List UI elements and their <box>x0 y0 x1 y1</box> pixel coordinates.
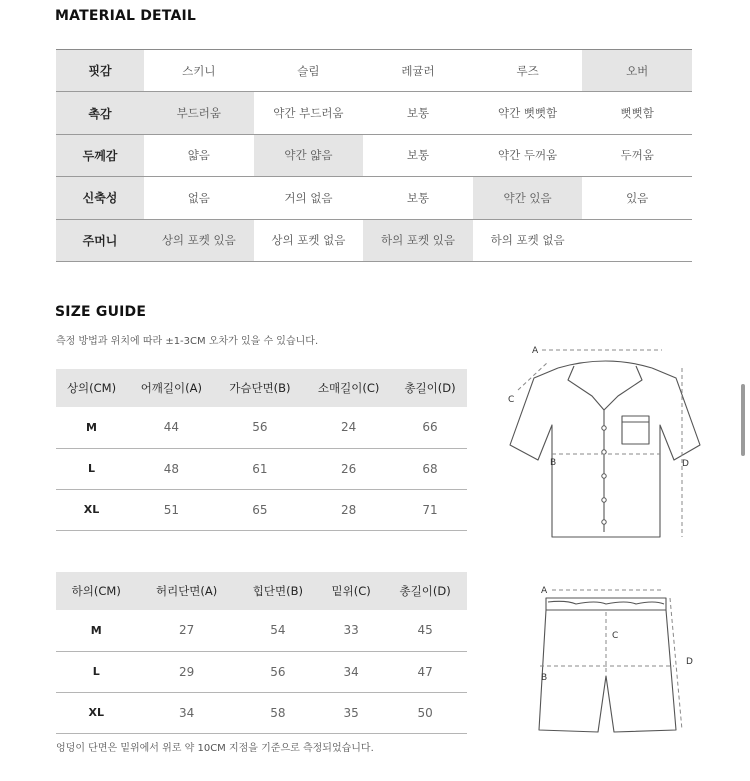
column-header: 총길이(D) <box>393 369 467 407</box>
option-cell-selected: 하의 포켓 있음 <box>363 219 473 261</box>
size-cell: XL <box>56 489 127 530</box>
scrollbar-thumb[interactable] <box>741 384 745 456</box>
option-cell: 보통 <box>363 177 473 219</box>
table-row <box>56 448 467 489</box>
column-header: 가슴단면(B) <box>216 369 305 407</box>
option-cell: 보통 <box>363 134 473 176</box>
value-cell: 66 <box>393 407 467 448</box>
value-cell: 50 <box>383 692 467 733</box>
column-header: 총길이(D) <box>383 572 467 610</box>
row-label: 신축성 <box>56 177 144 219</box>
shorts-diagram <box>536 580 706 742</box>
size-cell: M <box>56 610 136 651</box>
option-cell-empty <box>582 219 692 261</box>
shirt-label-b: B <box>550 458 557 468</box>
value-cell: 28 <box>304 489 393 530</box>
option-cell-selected: 부드러움 <box>144 92 254 134</box>
value-cell: 27 <box>136 610 236 651</box>
shirt-label-d: D <box>682 459 689 469</box>
bottom-size-table <box>56 572 467 734</box>
row-label: 핏감 <box>56 50 144 92</box>
material-row-stretch <box>56 177 692 219</box>
shirt-label-a: A <box>532 346 539 356</box>
column-header: 힙단면(B) <box>237 572 319 610</box>
value-cell: 45 <box>383 610 467 651</box>
column-header: 어깨길이(A) <box>127 369 216 407</box>
value-cell: 33 <box>319 610 383 651</box>
value-cell: 29 <box>136 651 236 692</box>
option-cell: 있음 <box>582 177 692 219</box>
material-row-texture <box>56 92 692 134</box>
value-cell: 61 <box>216 448 305 489</box>
material-row-thickness <box>56 134 692 176</box>
value-cell: 58 <box>237 692 319 733</box>
value-cell: 56 <box>216 407 305 448</box>
material-row-fit <box>56 50 692 92</box>
value-cell: 26 <box>304 448 393 489</box>
table-header-row <box>56 572 467 610</box>
size-cell: L <box>56 448 127 489</box>
option-cell: 얇음 <box>144 134 254 176</box>
row-label: 촉감 <box>56 92 144 134</box>
shorts-label-c: C <box>612 631 619 641</box>
value-cell: 48 <box>127 448 216 489</box>
shorts-label-a: A <box>541 586 548 596</box>
size-footnote: 엉덩이 단면은 밑위에서 위로 약 10CM 지점을 기준으로 측정되었습니다. <box>56 743 374 754</box>
value-cell: 35 <box>319 692 383 733</box>
size-cell: XL <box>56 692 136 733</box>
value-cell: 24 <box>304 407 393 448</box>
size-cell: M <box>56 407 127 448</box>
value-cell: 65 <box>216 489 305 530</box>
column-header: 상의(CM) <box>56 369 127 407</box>
option-cell: 하의 포켓 없음 <box>473 219 583 261</box>
value-cell: 34 <box>319 651 383 692</box>
material-row-pocket <box>56 219 692 261</box>
column-header: 허리단면(A) <box>136 572 236 610</box>
value-cell: 54 <box>237 610 319 651</box>
value-cell: 44 <box>127 407 216 448</box>
option-cell: 두꺼움 <box>582 134 692 176</box>
material-detail-table <box>56 49 692 262</box>
option-cell: 약간 부드러움 <box>254 92 364 134</box>
option-cell: 거의 없음 <box>254 177 364 219</box>
option-cell-selected: 약간 얇음 <box>254 134 364 176</box>
column-header: 소매길이(C) <box>304 369 393 407</box>
option-cell: 뻣뻣함 <box>582 92 692 134</box>
column-header: 밑위(C) <box>319 572 383 610</box>
table-row <box>56 489 467 530</box>
option-cell: 슬림 <box>254 50 364 92</box>
column-header: 하의(CM) <box>56 572 136 610</box>
option-cell: 스키니 <box>144 50 254 92</box>
size-guide-title: SIZE GUIDE <box>55 304 147 320</box>
value-cell: 34 <box>136 692 236 733</box>
shirt-label-c: C <box>508 395 515 405</box>
table-row <box>56 692 467 733</box>
option-cell: 상의 포켓 없음 <box>254 219 364 261</box>
value-cell: 47 <box>383 651 467 692</box>
option-cell: 레귤러 <box>363 50 473 92</box>
table-row <box>56 407 467 448</box>
option-cell: 없음 <box>144 177 254 219</box>
table-row <box>56 651 467 692</box>
option-cell-selected: 상의 포켓 있음 <box>144 219 254 261</box>
table-header-row <box>56 369 467 407</box>
value-cell: 71 <box>393 489 467 530</box>
value-cell: 56 <box>237 651 319 692</box>
option-cell: 약간 뻣뻣함 <box>473 92 583 134</box>
shorts-label-b: B <box>541 673 548 683</box>
option-cell: 보통 <box>363 92 473 134</box>
top-size-table <box>56 369 467 531</box>
size-cell: L <box>56 651 136 692</box>
value-cell: 51 <box>127 489 216 530</box>
option-cell: 약간 두꺼움 <box>473 134 583 176</box>
value-cell: 68 <box>393 448 467 489</box>
shirt-diagram <box>496 340 706 545</box>
size-guide-note: 측정 방법과 위치에 따라 ±1-3CM 오차가 있을 수 있습니다. <box>56 336 319 347</box>
material-detail-title: MATERIAL DETAIL <box>55 8 197 24</box>
option-cell-selected: 약간 있음 <box>473 177 583 219</box>
row-label: 두께감 <box>56 134 144 176</box>
row-label: 주머니 <box>56 219 144 261</box>
option-cell-selected: 오버 <box>582 50 692 92</box>
table-row <box>56 610 467 651</box>
shorts-label-d: D <box>686 657 693 667</box>
option-cell: 루즈 <box>473 50 583 92</box>
